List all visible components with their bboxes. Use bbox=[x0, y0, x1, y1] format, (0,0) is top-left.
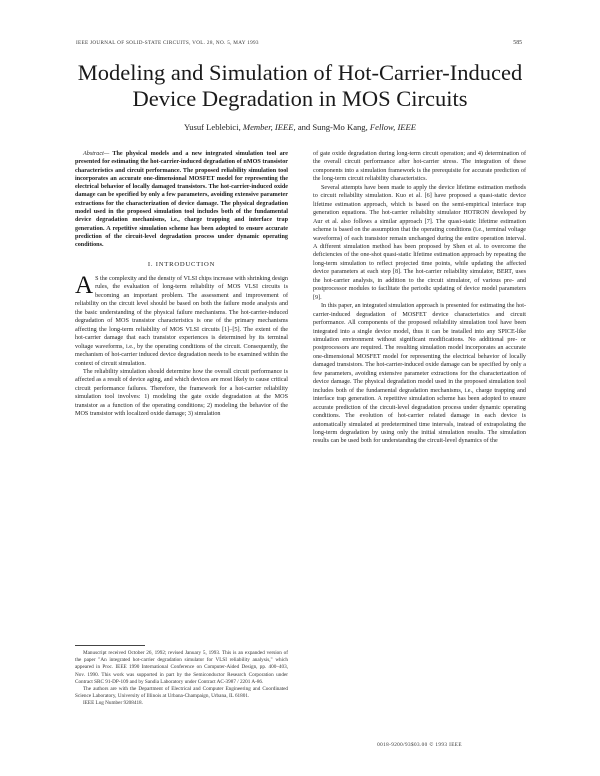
running-head: IEEE JOURNAL OF SOLID-STATE CIRCUITS, VOL. 28, NO. 5, MAY 1993 bbox=[76, 40, 259, 46]
footnote-divider bbox=[75, 645, 145, 646]
abstract-label: Abstract— bbox=[83, 151, 110, 157]
left-column bbox=[75, 150, 288, 419]
title-line-2: Device Degradation in MOS Circuits bbox=[132, 86, 468, 111]
abstract bbox=[75, 150, 288, 250]
footnote bbox=[75, 650, 288, 708]
intro-paragraph-1 bbox=[75, 272, 289, 368]
right-column bbox=[313, 150, 526, 446]
paper-title bbox=[40, 60, 560, 112]
right-paragraph-3: In this paper, an integrated simulation approach is presented for estimating the hot-carrier-induced degradation of MOSFET device characteristics and circuit performance. All components of the proposed reliability simulation tool have been integrated into a single device model, thus it can be installed into any SPICE-like simulation environment without significant modifications. No additional pre- or postprocessors are required. The resulting simulation model incorporates an accurate one-dimensional MOSFET model for representing the electrical behavior of locally damaged transistors. The hot-carrier-induced oxide damage can be specified by only a few parameters, avoiding extensive parameter extractions for the characterization of device damage. The physical degradation model used in the proposed simulation tool includes both of the fundamental degradation mechanisms, i.e., charge trapping and interface trap generation. A repetitive simulation scheme has been adopted to ensure accurate prediction of the circuit-level degradation process under dynamic operating conditions. The evolution of hot-carrier related damage in each device is automatically simulated at predetermined time intervals, instead of extrapolating the long-term degradation by using only the initial simulation results. The simulation results can be used both for understanding the circuit-level dynamics of the bbox=[313, 303, 526, 445]
section-heading-introduction: I. INTRODUCTION bbox=[147, 260, 216, 268]
title-line-1: Modeling and Simulation of Hot-Carrier-Induced bbox=[77, 60, 523, 85]
author-2-grade: Fellow, IEEE bbox=[369, 122, 417, 132]
right-paragraph-2: Several attempts have been made to apply the device lifetime estimation methods to circuit reliability simulation. Kuo et al. [6] have proposed a quasi-static device lifetime estimation approach, which is based on the semi-empirical interface trap generation equations. The hot-carrier reliability simulator HOTRON developed by Aur et al. also follows a similar approach [7]. The quasi-static lifetime estimation scheme is based on the assumption that the operating conditions (i.e., terminal voltage waveforms) of each transistor remain unchanged during the entire operation interval. A different simulation method has been proposed by Shen et al. to overcome the deficiencies of the one-shot quasi-static lifetime estimation approach by repeating the long-term simulation to reflect projected time points, while updating the affected device parameters at each step [8]. The hot-carrier reliability simulator, BERT, uses the hot-carrier analysis, in addition to the circuit simulator, of various pre- and postprocessor modules to facilitate the periodic updating of device model parameters [9]. bbox=[313, 184, 526, 301]
copyright-line: 0018-9200/93$03.00 © 1993 IEEE bbox=[377, 742, 462, 748]
author-line bbox=[40, 122, 560, 132]
author-conjunction: and Sung-Mo Kang, bbox=[297, 122, 368, 132]
drop-cap: A bbox=[75, 272, 94, 300]
footnote-log-number: IEEE Log Number 9208418. bbox=[83, 700, 143, 707]
page-number: 585 bbox=[513, 40, 522, 46]
right-paragraph-1: of gate oxide degradation during long-term circuit operation; and 4) determination of the overall circuit performance after hot-carrier stress. The integration of these components into a simulation framework is the prerequisite for accurate prediction of the long-term circuit reliability characteristics. bbox=[313, 151, 526, 183]
footnote-manuscript: Manuscript received October 26, 1992; revised January 5, 1993. This is an expanded version of the paper "An integrated hot-carrier degradation simulator for VLSI reliability analysis," which appeared in Proc. IEEE 1990 International Conference on Computer-Aided Design, pp. 400–403, Nov. 1990. This work was supported in part by the Semiconductor Research Corporation under Contract SRC 91-DP-109 and by Sandia Laboratory under Contract AC-3987 / 2201 A-86. bbox=[75, 650, 288, 685]
intro-paragraph-2: The reliability simulation should determine how the overall circuit performance is affected as a result of device aging, and which devices are most likely to cause critical circuit performance failures. Therefore, the framework for a hot-carrier reliability simulation tool involves: 1) modeling the gate oxide degradation at the MOS transistor as a function of the operating conditions; 2) modeling the behavior of the MOS transistor with localized oxide damage; 3) simulation bbox=[75, 369, 288, 418]
author-1: Yusuf Leblebici, bbox=[183, 122, 241, 132]
footnote-affiliation: The authors are with the Department of Electrical and Computer Engineering and Coordinated Science Laboratory, University of Illinois at Urbana-Champaign, Urbana, IL 61801. bbox=[75, 686, 288, 700]
abstract-text: The physical models and a new integrated simulation tool are presented for estimating the hot-carrier-induced degradation of nMOS transistor characteristics and circuit performance. The proposed reliability simulation tool incorporates an accurate one-dimensional MOSFET model for representing the electrical behavior of locally damaged transistors. The hot-carrier-induced oxide damage can be specified by only a few parameters, avoiding extensive parameter extractions for the characterization of device damage. The physical degradation model used in the proposed simulation tool includes both of the fundamental device degradation mechanisms, i.e., charge trapping and interface trap generation. A repetitive simulation scheme has been adopted to ensure accurate prediction of the circuit-level degradation process under dynamic operating conditions. bbox=[75, 151, 288, 249]
intro-paragraph-1-text: S the complexity and the density of VLSI chips increase with shrinking design rules, the evaluation of long-term reliability of MOS VLSI circuits is becoming an important problem. The assessment and improvement of reliability on the circuit level should be based on both the failure mode analysis and the basic understanding of the physical failure mechanisms. The hot-carrier-induced degradation of MOS transistor characteristics is one of the primary mechanisms affecting the long-term reliability of MOS VLSI circuits [1]–[5]. The extent of the hot-carrier damage that each transistor experiences is determined by its terminal voltage waveforms, i.e., by the operating conditions of the circuit. Consequently, the mechanism of hot-carrier induced device degradation needs to be examined within the context of circuit simulation. bbox=[75, 276, 289, 367]
author-1-grade: Member, IEEE, bbox=[242, 122, 296, 132]
